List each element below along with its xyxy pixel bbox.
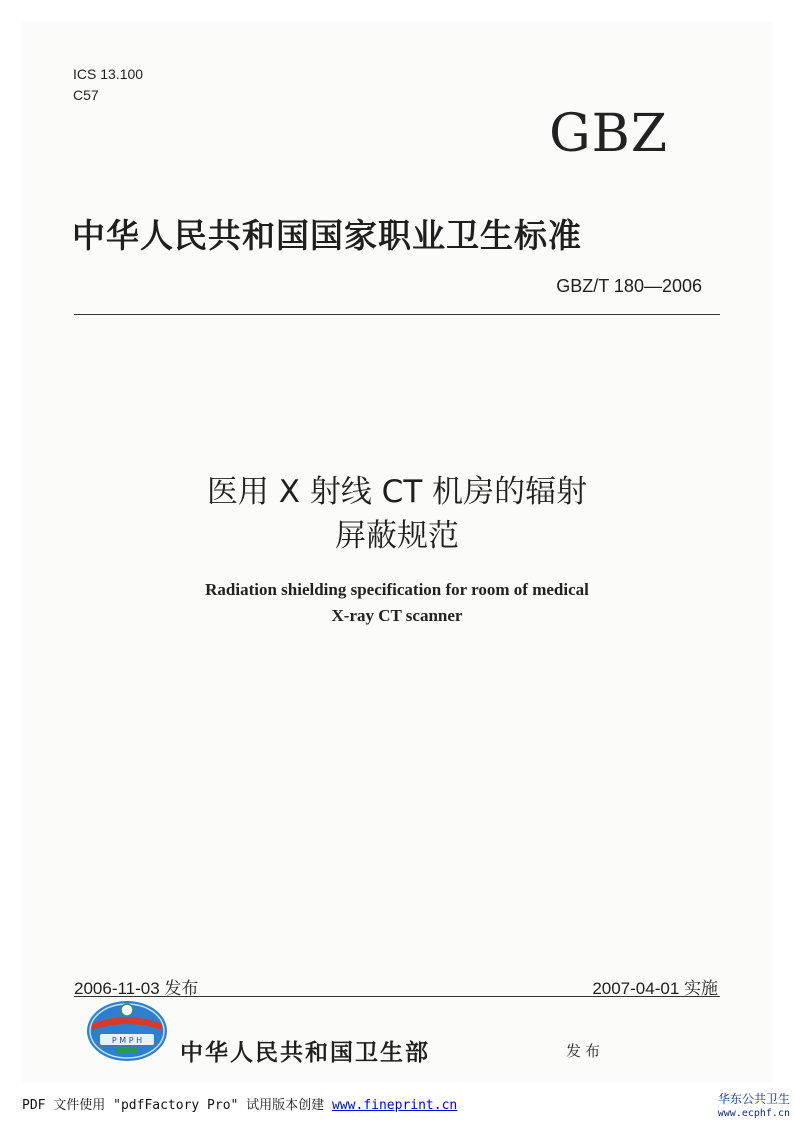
pdf-watermark-text: PDF 文件使用 "pdfFactory Pro" 试用版本创建 [22,1098,333,1113]
issuing-ministry: 中华人民共和国卫生部 [180,1040,430,1066]
title-cn-line2: 屏蔽规范 [335,518,459,554]
logo-initials: P M P H [111,1036,143,1045]
standard-brand: GBZ [549,104,668,164]
implementation-date: 2007-04-01 实施 [592,979,718,998]
title-en-line2: X-ray CT scanner [331,606,463,625]
publish-label: 发布 [566,1042,605,1060]
issue-date: 2006-11-03 发布 [74,979,199,998]
ics-code: ICS 13.100 [73,66,144,82]
classification-codes [73,64,143,106]
standard-organization: 中华人民共和国国家职业卫生标准 [72,216,582,255]
footer-divider [74,996,720,997]
site-name: 华东公共卫生 [717,1092,790,1106]
fineprint-link[interactable]: www.fineprint.cn [332,1098,458,1113]
title-cn-line1: 医用 X 射线 CT 机房的辐射 [206,474,588,510]
standard-number: GBZ/T 180—2006 [556,276,702,296]
header-divider [74,314,720,315]
ccs-code: C57 [73,87,99,103]
site-url[interactable]: www.ecphf.cn [717,1108,790,1119]
publisher-logo-icon [86,1000,168,1062]
title-en-line1: Radiation shielding specification for room of medical [205,580,589,599]
pdf-watermark [22,1094,457,1113]
